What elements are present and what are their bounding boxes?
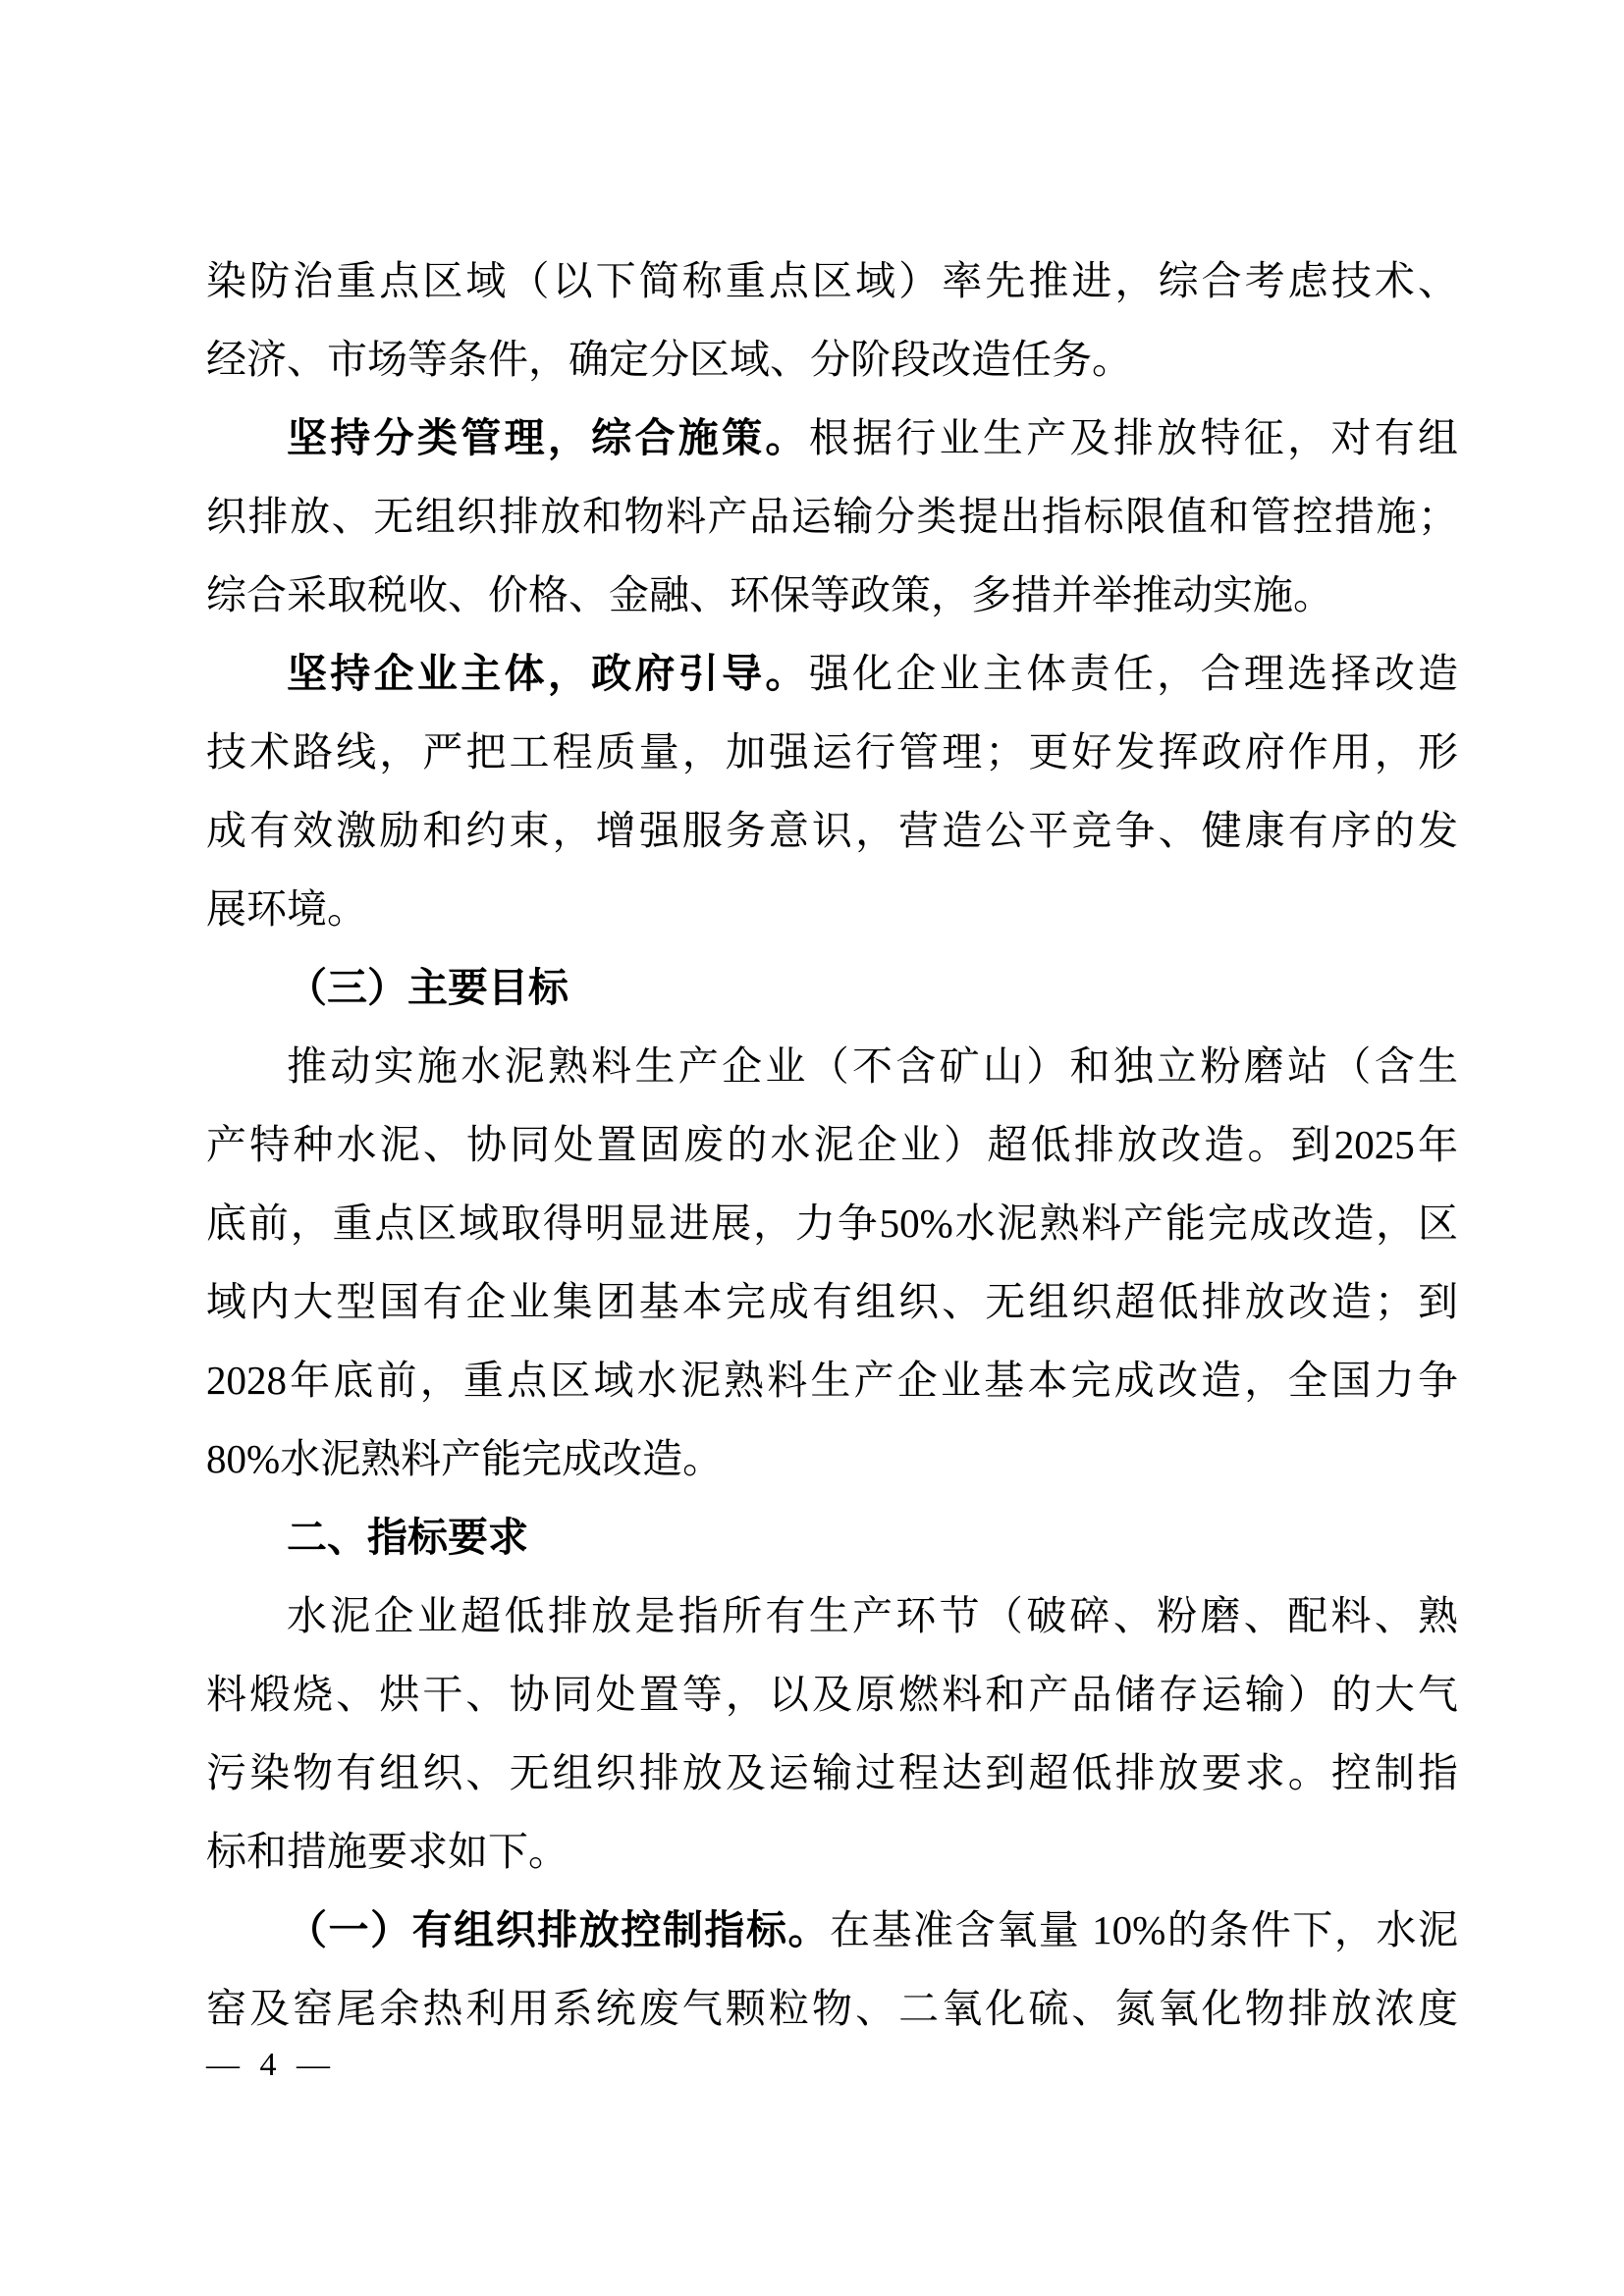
document-line: [206, 1027, 1458, 1105]
document-line: [206, 399, 1458, 477]
text-segment: 染防治重点区域（以下简称重点区域）率先推进，综合考虑技术、: [206, 258, 1458, 303]
text-segment: 底前，重点区域取得明显进展，力争50%水泥熟料产能完成改造，区: [206, 1201, 1458, 1246]
text-segment: 成有效激励和约束，增强服务意识，营造公平竞争、健康有序的发: [206, 808, 1458, 853]
document-line: [206, 320, 1458, 399]
text-segment: 在基准含氧量 10%的条件下，水泥: [830, 1907, 1458, 1952]
document-line: [206, 1184, 1458, 1262]
document-line: [206, 791, 1458, 870]
text-segment: 推动实施水泥熟料生产企业（不含矿山）和独立粉磨站（含生: [287, 1043, 1458, 1089]
document-line: [206, 1734, 1458, 1812]
text-segment: 水泥企业超低排放是指所有生产环节（破碎、粉磨、配料、熟: [287, 1593, 1458, 1638]
text-segment: 技术路线，严把工程质量，加强运行管理；更好发挥政府作用，形: [206, 729, 1458, 774]
bold-text-segment: （一）有组织排放控制指标。: [287, 1907, 831, 1952]
text-segment: 经济、市场等条件，确定分区域、分阶段改造任务。: [206, 337, 1132, 382]
document-line: [206, 948, 1458, 1027]
document-line: [206, 713, 1458, 791]
document-line: [206, 556, 1458, 634]
page-number: — 4 —: [206, 2047, 336, 2083]
document-line: [206, 241, 1458, 320]
text-segment: 织排放、无组织排放和物料产品运输分类提出指标限值和管控措施；: [206, 494, 1458, 539]
bold-text-segment: 坚持分类管理，综合施策。: [287, 415, 809, 460]
text-segment: 域内大型国有企业集团基本完成有组织、无组织超低排放改造；到: [206, 1279, 1458, 1324]
document-line: [206, 1576, 1458, 1655]
bold-text-segment: （三）主要目标: [287, 965, 568, 1010]
text-segment: 污染物有组织、无组织排放及运输过程达到超低排放要求。控制指: [206, 1750, 1458, 1795]
text-segment: 根据行业生产及排放特征，对有组: [808, 415, 1458, 460]
bold-text-segment: 坚持企业主体，政府引导。: [287, 651, 809, 696]
bold-text-segment: 二、指标要求: [287, 1515, 528, 1560]
document-line: [206, 1655, 1458, 1734]
document-line: [206, 1341, 1458, 1419]
text-segment: 强化企业主体责任，合理选择改造: [808, 651, 1458, 696]
document-line: [206, 1812, 1458, 1891]
document-line: [206, 1969, 1458, 2048]
document-line: [206, 1419, 1458, 1498]
document-line: [206, 1891, 1458, 1969]
document-line: [206, 1498, 1458, 1576]
document-body-text: [206, 241, 1458, 2048]
document-line: [206, 1105, 1458, 1184]
text-segment: 综合采取税收、价格、金融、环保等政策，多措并举推动实施。: [206, 572, 1333, 617]
text-segment: 展环境。: [206, 886, 367, 932]
document-line: [206, 870, 1458, 948]
text-segment: 料煅烧、烘干、协同处置等，以及原燃料和产品储存运输）的大气: [206, 1672, 1458, 1717]
document-line: [206, 477, 1458, 556]
text-segment: 产特种水泥、协同处置固废的水泥企业）超低排放改造。到2025年: [206, 1122, 1458, 1167]
text-segment: 窑及窑尾余热利用系统废气颗粒物、二氧化硫、氮氧化物排放浓度: [206, 1986, 1458, 2031]
document-line: [206, 1262, 1458, 1341]
text-segment: 80%水泥熟料产能完成改造。: [206, 1436, 724, 1481]
text-segment: 标和措施要求如下。: [206, 1829, 568, 1874]
text-segment: 2028年底前，重点区域水泥熟料生产企业基本完成改造，全国力争: [206, 1358, 1458, 1403]
document-line: [206, 634, 1458, 713]
